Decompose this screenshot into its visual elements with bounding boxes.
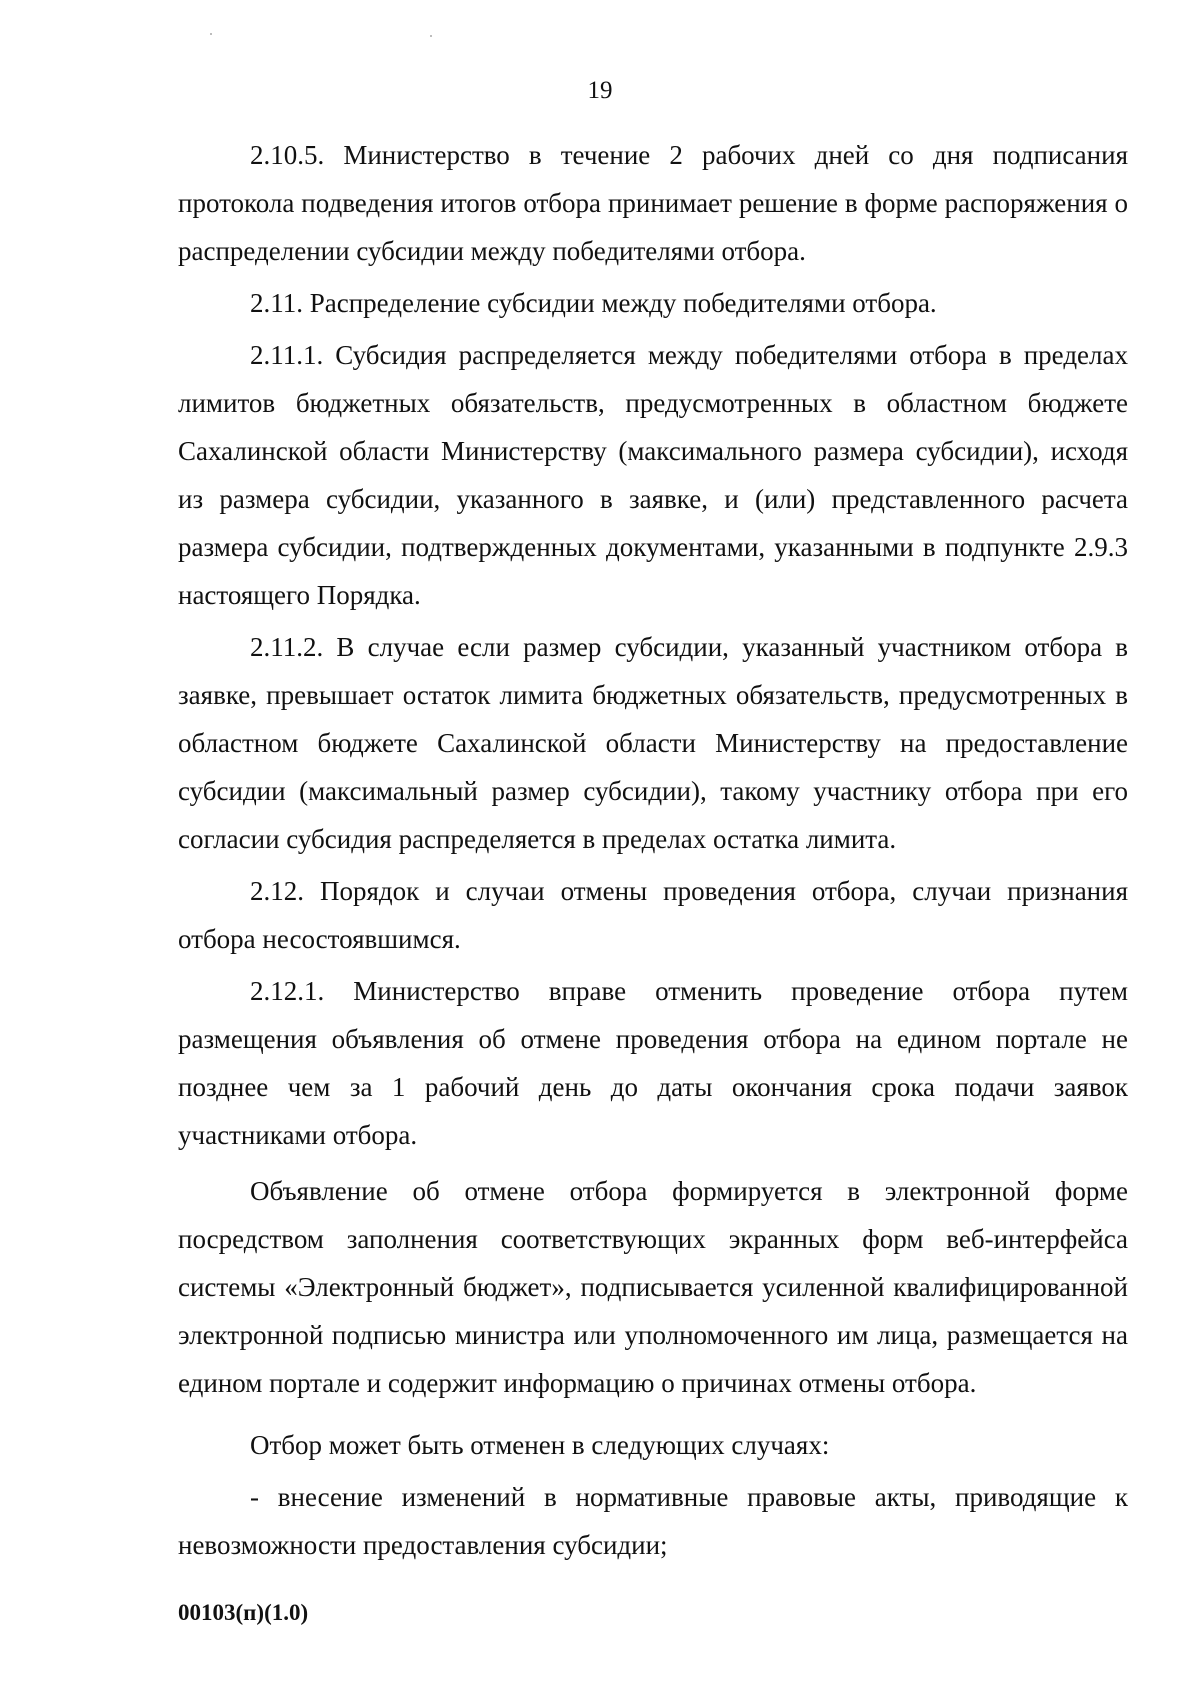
page-number: 19 xyxy=(587,77,613,104)
paragraph-2-11-2: 2.11.2. В случае если размер субсидии, указанный участником отбора в заявке, превышает остаток лимита бюджетных обязательств, предусмотренных в областном бюджете Сахалинской области Министерству на предоставление субсидии (максимальный размер субсидии), такому участнику отбора при его согласии субсидия распределяется в пределах остатка лимита. xyxy=(178,632,1128,854)
document-code: 00103(п)(1.0) xyxy=(178,1600,309,1625)
paragraph-2-11-1: 2.11.1. Субсидия распределяется между победителями отбора в пределах лимитов бюджетных обязательств, предусмотренных в областном бюджете Сахалинской области Министерству (максимального размера субсидии), исходя из размера субсидии, указанного в заявке, и (или) представленного расчета размера субсидии, подтвержденных документами, указанными в подпункте 2.9.3 настоящего Порядка. xyxy=(178,340,1128,610)
list-item-legal-changes: - внесение изменений в нормативные правовые акты, приводящие к невозможности предоставления субсидии; xyxy=(178,1482,1128,1560)
document-body xyxy=(178,131,1128,1569)
scan-speck xyxy=(430,35,432,37)
paragraph-2-11: 2.11. Распределение субсидии между победителями отбора. xyxy=(250,288,937,318)
paragraph-2-12: 2.12. Порядок и случаи отмены проведения отбора, случаи признания отбора несостоявшимся. xyxy=(178,876,1128,954)
paragraph-cancellation-cases: Отбор может быть отменен в следующих случаях: xyxy=(250,1430,830,1460)
paragraph-2-12-1: 2.12.1. Министерство вправе отменить проведение отбора путем размещения объявления об отмене проведения отбора на едином портале не позднее чем за 1 рабочий день до даты окончания срока подачи заявок участниками отбора. xyxy=(178,976,1128,1150)
paragraph-cancellation-notice: Объявление об отмене отбора формируется в электронной форме посредством заполнения соответствующих экранных форм веб-интерфейса системы «Электронный бюджет», подписывается усиленной квалифицированной электронной подписью министра или уполномоченного им лица, размещается на едином портале и содержит информацию о причинах отмены отбора. xyxy=(178,1176,1128,1398)
paragraph-2-10-5: 2.10.5. Министерство в течение 2 рабочих дней со дня подписания протокола подведения итогов отбора принимает решение в форме распоряжения о распределении субсидии между победителями отбора. xyxy=(178,140,1128,266)
scan-speck xyxy=(210,33,212,35)
